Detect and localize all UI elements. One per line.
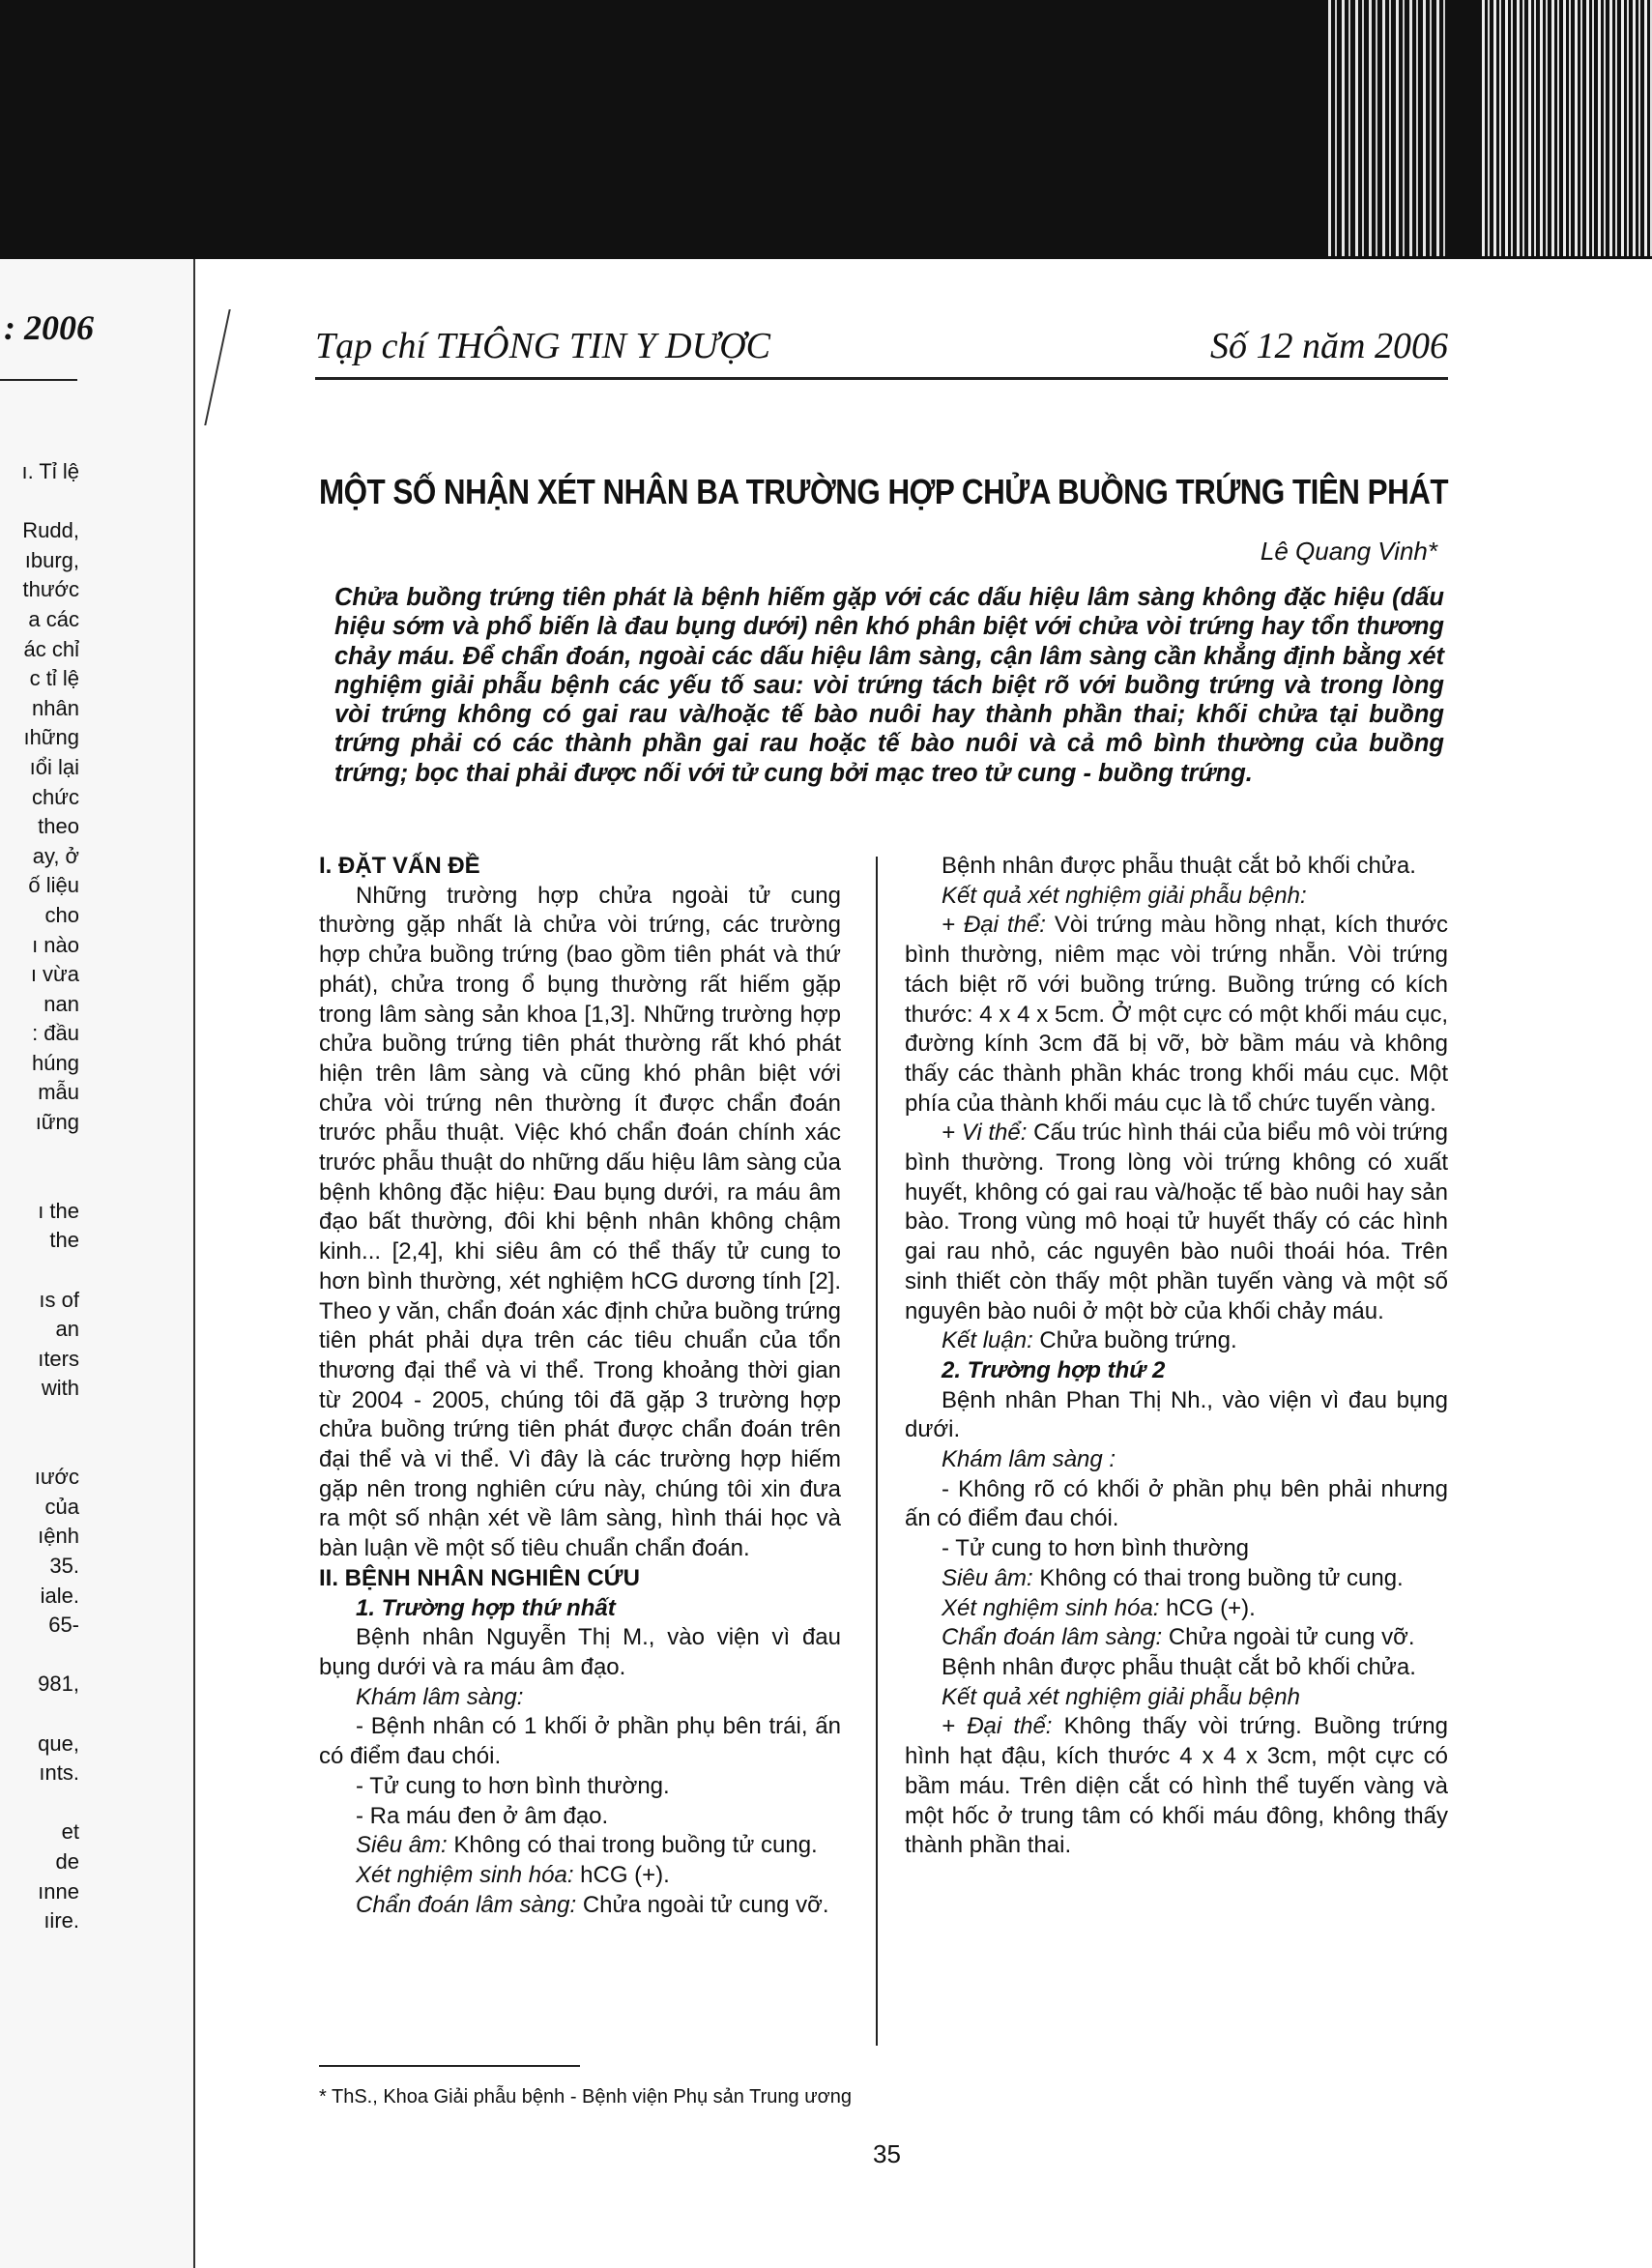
adjacent-page-fragment-line: 35. [49,1553,79,1578]
adjacent-page-fragment-line: ıệnh [38,1524,79,1549]
author-footnote: * ThS., Khoa Giải phẫu bệnh - Bệnh viện Phụ sản Trung ương [319,2086,852,2108]
adjacent-page-fragment-line: a các [28,606,79,631]
article-abstract: Chửa buồng trứng tiên phát là bệnh hiếm gặp với các dấu hiệu lâm sàng không đặc hiệu (dấu hiệu sớm và phổ biến là đau bụng dưới) nên khó phân biệt với chửa vòi trứng hay tổn thương chảy máu. Để chẩn đoán, ngoài các dấu hiệu lâm sàng, cận lâm sàng cần khẳng định bằng xét nghiệm giải phẫu bệnh các yếu tố sau: vòi trứng tách biệt rõ với buồng trứng và trong lòng vòi trứng không có gai rau và/hoặc tế bào nuôi hay thành phần thai; khối chửa tại buồng trứng phải có các thành phần gai rau hoặc tế bào nuôi và cả mô bình thường của buồng trứng; bọc thai phải được nối với tử cung bởi mạc treo tử cung - buồng trứng. [334,584,1444,787]
adjacent-page-fragment-line: 65- [48,1613,79,1638]
case1-heading: 1. Trường hợp thứ nhất [356,1594,616,1621]
case1-exam-label: Khám lâm sàng: [356,1683,524,1710]
adjacent-page-fragment-line: the [49,1228,79,1253]
case1-surgery: Bệnh nhân được phẫu thuật cắt bỏ khối chửa. [942,853,1416,879]
microscopy-text: Cấu trúc hình thái của biểu mô vòi trứng bình thường. Trong lòng vòi trứng không có xuất huyết, không có gai rau và/hoặc tế bào nuôi hay sản bào. Trong vùng mô hoại tử huyết thấy có các hình gai rau nhỏ, các nguyên bào nuôi thoái hóa. Trên sinh thiết còn thấy một phần tuyến vàng và một số nguyên bào nuôi ở một bờ của khối chảy máu. [905,1119,1449,1324]
case1-intro: Bệnh nhân Nguyễn Thị M., vào viện vì đau bụng dưới và ra máu âm đạo. [319,1624,841,1680]
adjacent-page-fragment-line: chức [32,784,79,809]
case1-diagnosis [319,1891,841,1921]
lab-label: Xét nghiệm sinh hóa: [356,1861,574,1888]
adjacent-page-fragment-line: ı the [38,1198,79,1223]
adjacent-page-fragment-line: theo [38,814,79,839]
issue-number: Số 12 năm 2006 [1210,326,1448,366]
adjacent-page-fragment-line: ác chỉ [23,636,79,661]
article-title: MỘT SỐ NHẬN XÉT NHÂN BA TRƯỜNG HỢP CHỬA BUỒNG TRỨNG TIÊN PHÁT [319,472,1449,511]
adjacent-page-fragment-line [2,1138,79,1168]
adjacent-page-fragment-line: nan [43,991,79,1016]
diagnosis-text: Chửa ngoài tử cung vỡ. [576,1891,829,1918]
adjacent-page-fragment [0,259,193,2268]
scan-edge-pattern [1323,0,1449,256]
intro-paragraph: Những trường hợp chửa ngoài tử cung thường gặp nhất là chửa vòi trứng, các trường hợp chửa buồng trứng (bao gồm tiên phát và thứ phát), chửa trong ổ bụng thường rất hiếm gặp trong lâm sàng sản khoa [1,3]. Những trường hợp chửa buồng trứng tiên phát thường rất khó phát hiện trên lâm sàng và cũng khó phân biệt với chửa vòi trứng nên thường ít được chẩn đoán trước phẫu thuật. Việc khó chẩn đoán chính xác trước phẫu thuật do những dấu hiệu lâm sàng của bệnh không đặc hiệu: Đau bụng dưới, ra máu âm đạo bất thường, đôi khi bệnh nhân không chậm kinh... [2,4], khi siêu âm có thể thấy tử cung to hơn bình thường, xét nghiệm hCG dương tính [2]. Theo y văn, chẩn đoán xác định chửa buồng trứng tiên phát phải dựa trên các tiêu chuẩn của tổn thương đại thể và vi thể. Trong khoảng thời gian từ 2004 - 2005, chúng tôi đã gặp 3 trường hợp chửa buồng trứng tiên phát được chẩn đoán trên đại thể và vi thể. Vì đây là các trường hợp hiếm gặp nên trong nghiên cứu này, chúng tôi xin đưa ra một số nhận xét về lâm sàng, hình thái học và bàn luận về một số tiêu chuẩn chẩn đoán. [319,882,841,1562]
adjacent-page-fragment-line: ı vừa [30,962,79,987]
case2-diagnosis [905,1623,1448,1653]
adjacent-page-fragment-line: Rudd, [22,518,79,543]
lab-label: Xét nghiệm sinh hóa: [942,1594,1160,1621]
adjacent-page-fragment-line: ı. Tỉ lệ [21,459,79,483]
header-rule [315,377,1448,380]
adjacent-page-fragment-line: ıước [34,1465,79,1490]
scan-top-band [0,0,1652,259]
section-heading-intro: I. ĐẶT VẤN ĐỀ [319,853,480,879]
macroscopy-label: + Đại thể: [942,1713,1053,1740]
adjacent-page-fragment-line: ay, ở [32,843,79,868]
adjacent-page-fragment-line: 981, [38,1672,79,1697]
article-author: Lê Quang Vinh* [1260,537,1437,566]
case2-surgery: Bệnh nhân được phẫu thuật cắt bỏ khối chửa. [942,1653,1416,1680]
ultrasound-label: Siêu âm: [356,1832,448,1859]
adjacent-page-fragment-line: : đầu [32,1021,79,1046]
adjacent-page-fragment-line [2,487,79,517]
case1-macroscopy [905,911,1448,1119]
page-number: 35 [873,2139,901,2168]
case2-ultrasound [905,1564,1448,1594]
adjacent-page-fragment-line [2,1167,79,1197]
case2-macroscopy [905,1712,1448,1861]
adjacent-page-fragment-line [2,1641,79,1671]
adjacent-page-fragment-line: ố liệu [28,873,79,898]
case2-exam-item: - Không rõ có khối ở phần phụ bên phải nhưng ấn có điểm đau chói. [905,1475,1448,1532]
case1-conclusion [905,1326,1448,1356]
ultrasound-text: Không có thai trong buồng tử cung. [1032,1564,1404,1591]
adjacent-page-fragment-line: thước [22,577,79,602]
page-gutter-line [193,259,195,2268]
adjacent-page-fragment-line [2,1404,79,1434]
column-separator [876,857,878,2046]
adjacent-page-fragment-line [2,1256,79,1286]
case2-lab [905,1594,1448,1624]
case2-pathology-label: Kết quả xét nghiệm giải phẫu bệnh [942,1683,1300,1710]
adjacent-page-fragment-line: ınne [38,1878,79,1904]
adjacent-page-fragment-line: que, [38,1730,79,1756]
conclusion-label: Kết luận: [942,1327,1033,1354]
case1-pathology-label: Kết quả xét nghiệm giải phẫu bệnh: [942,882,1307,909]
case1-exam-item: - Bệnh nhân có 1 khối ở phần phụ bên trái, ấn có điểm đau chói. [319,1713,841,1770]
right-column [905,852,1448,1861]
macroscopy-label: + Đại thể: [942,912,1046,939]
ultrasound-label: Siêu âm: [942,1564,1033,1591]
adjacent-page-fragment-line: ıổi lại [29,754,79,779]
adjacent-page-fragment-line: with [41,1376,79,1401]
scan-edge-pattern-right [1478,0,1652,256]
lab-text: hCG (+). [1159,1594,1256,1621]
adjacent-page-fragment-line: ıững [35,1110,79,1135]
ultrasound-text: Không có thai trong buồng tử cung. [447,1832,818,1859]
adjacent-page-fragment-line: ıters [38,1346,79,1371]
conclusion-text: Chửa buồng trứng. [1032,1327,1237,1354]
adjacent-page-fragment-line: nhân [32,695,79,720]
adjacent-page-fragment-line: của [44,1494,79,1519]
macroscopy-text: Không thấy vòi trứng. Buồng trứng hình hạt đậu, kích thước 4 x 4 x 3cm, một cực có bầm máu. Trên diện cắt có hình thể tuyến vàng và một hốc ở trung tâm có khối máu đông, không thấy thành phần thai. [905,1713,1448,1859]
lab-text: hCG (+). [573,1861,670,1888]
microscopy-label: + Vi thể: [942,1119,1028,1147]
macroscopy-text: Vòi trứng màu hồng nhạt, kích thước bình thường, niêm mạc vòi trứng nhẵn. Vòi trứng tách biệt rõ với buồng trứng. Buồng trứng có kích thước: 4 x 4 x 5cm. Ở một cực có một khối máu cục, đường kính 3cm đã bị vỡ, bờ bầm máu và không thấy các thành phần khác trong khối máu cục. Một phía của thành khối máu cục là tổ chức tuyến vàng. [905,912,1449,1117]
page-fold-mark [204,309,270,425]
section-heading-patients: II. BỆNH NHÂN NGHIÊN CỨU [319,1564,640,1591]
diagnosis-text: Chửa ngoài tử cung vỡ. [1162,1624,1415,1651]
adjacent-page-fragment-line [2,1700,79,1730]
adjacent-page-fragment-line: et [61,1819,79,1845]
adjacent-page-fragment-line [2,1788,79,1818]
adjacent-page-year: : 2006 [4,308,94,347]
adjacent-page-fragment-line: de [55,1848,79,1874]
case1-lab [319,1861,841,1891]
case2-heading: 2. Trường hợp thứ 2 [942,1356,1166,1383]
adjacent-page-fragment-line: ınts. [39,1760,79,1786]
adjacent-page-text [2,457,79,1936]
diagnosis-label: Chẩn đoán lâm sàng: [942,1624,1163,1651]
adjacent-page-fragment-line [2,1434,79,1464]
adjacent-page-fragment-line: ıburg, [24,547,79,572]
adjacent-page-fragment-line: cho [44,902,79,927]
adjacent-page-fragment-line: húng [32,1050,79,1075]
adjacent-page-fragment-line: an [55,1317,79,1342]
adjacent-page-fragment-line: ı nào [32,932,79,957]
left-column [319,852,841,1920]
adjacent-page-fragment-line: c tỉ lệ [29,666,79,691]
case2-exam-label: Khám lâm sàng : [942,1446,1116,1473]
adjacent-page-rule [0,379,77,381]
case1-exam-item: - Ra máu đen ở âm đạo. [356,1802,609,1829]
adjacent-page-fragment-line: ıs of [39,1287,79,1312]
case1-microscopy [905,1119,1448,1326]
adjacent-page-fragment-line: ıire. [43,1908,79,1934]
case1-ultrasound [319,1831,841,1861]
footnote-rule [319,2065,580,2067]
case1-exam-item: - Tử cung to hơn bình thường. [356,1772,670,1799]
case2-intro: Bệnh nhân Phan Thị Nh., vào viện vì đau bụng dưới. [905,1386,1448,1443]
diagnosis-label: Chẩn đoán lâm sàng: [356,1891,577,1918]
case2-exam-item: - Tử cung to hơn bình thường [942,1535,1250,1562]
adjacent-page-fragment-line: mẫu [38,1080,79,1105]
adjacent-page-fragment-line: ıhững [23,725,79,750]
journal-name: Tạp chí THÔNG TIN Y DƯỢC [315,326,771,366]
adjacent-page-fragment-line: iale. [40,1583,79,1608]
